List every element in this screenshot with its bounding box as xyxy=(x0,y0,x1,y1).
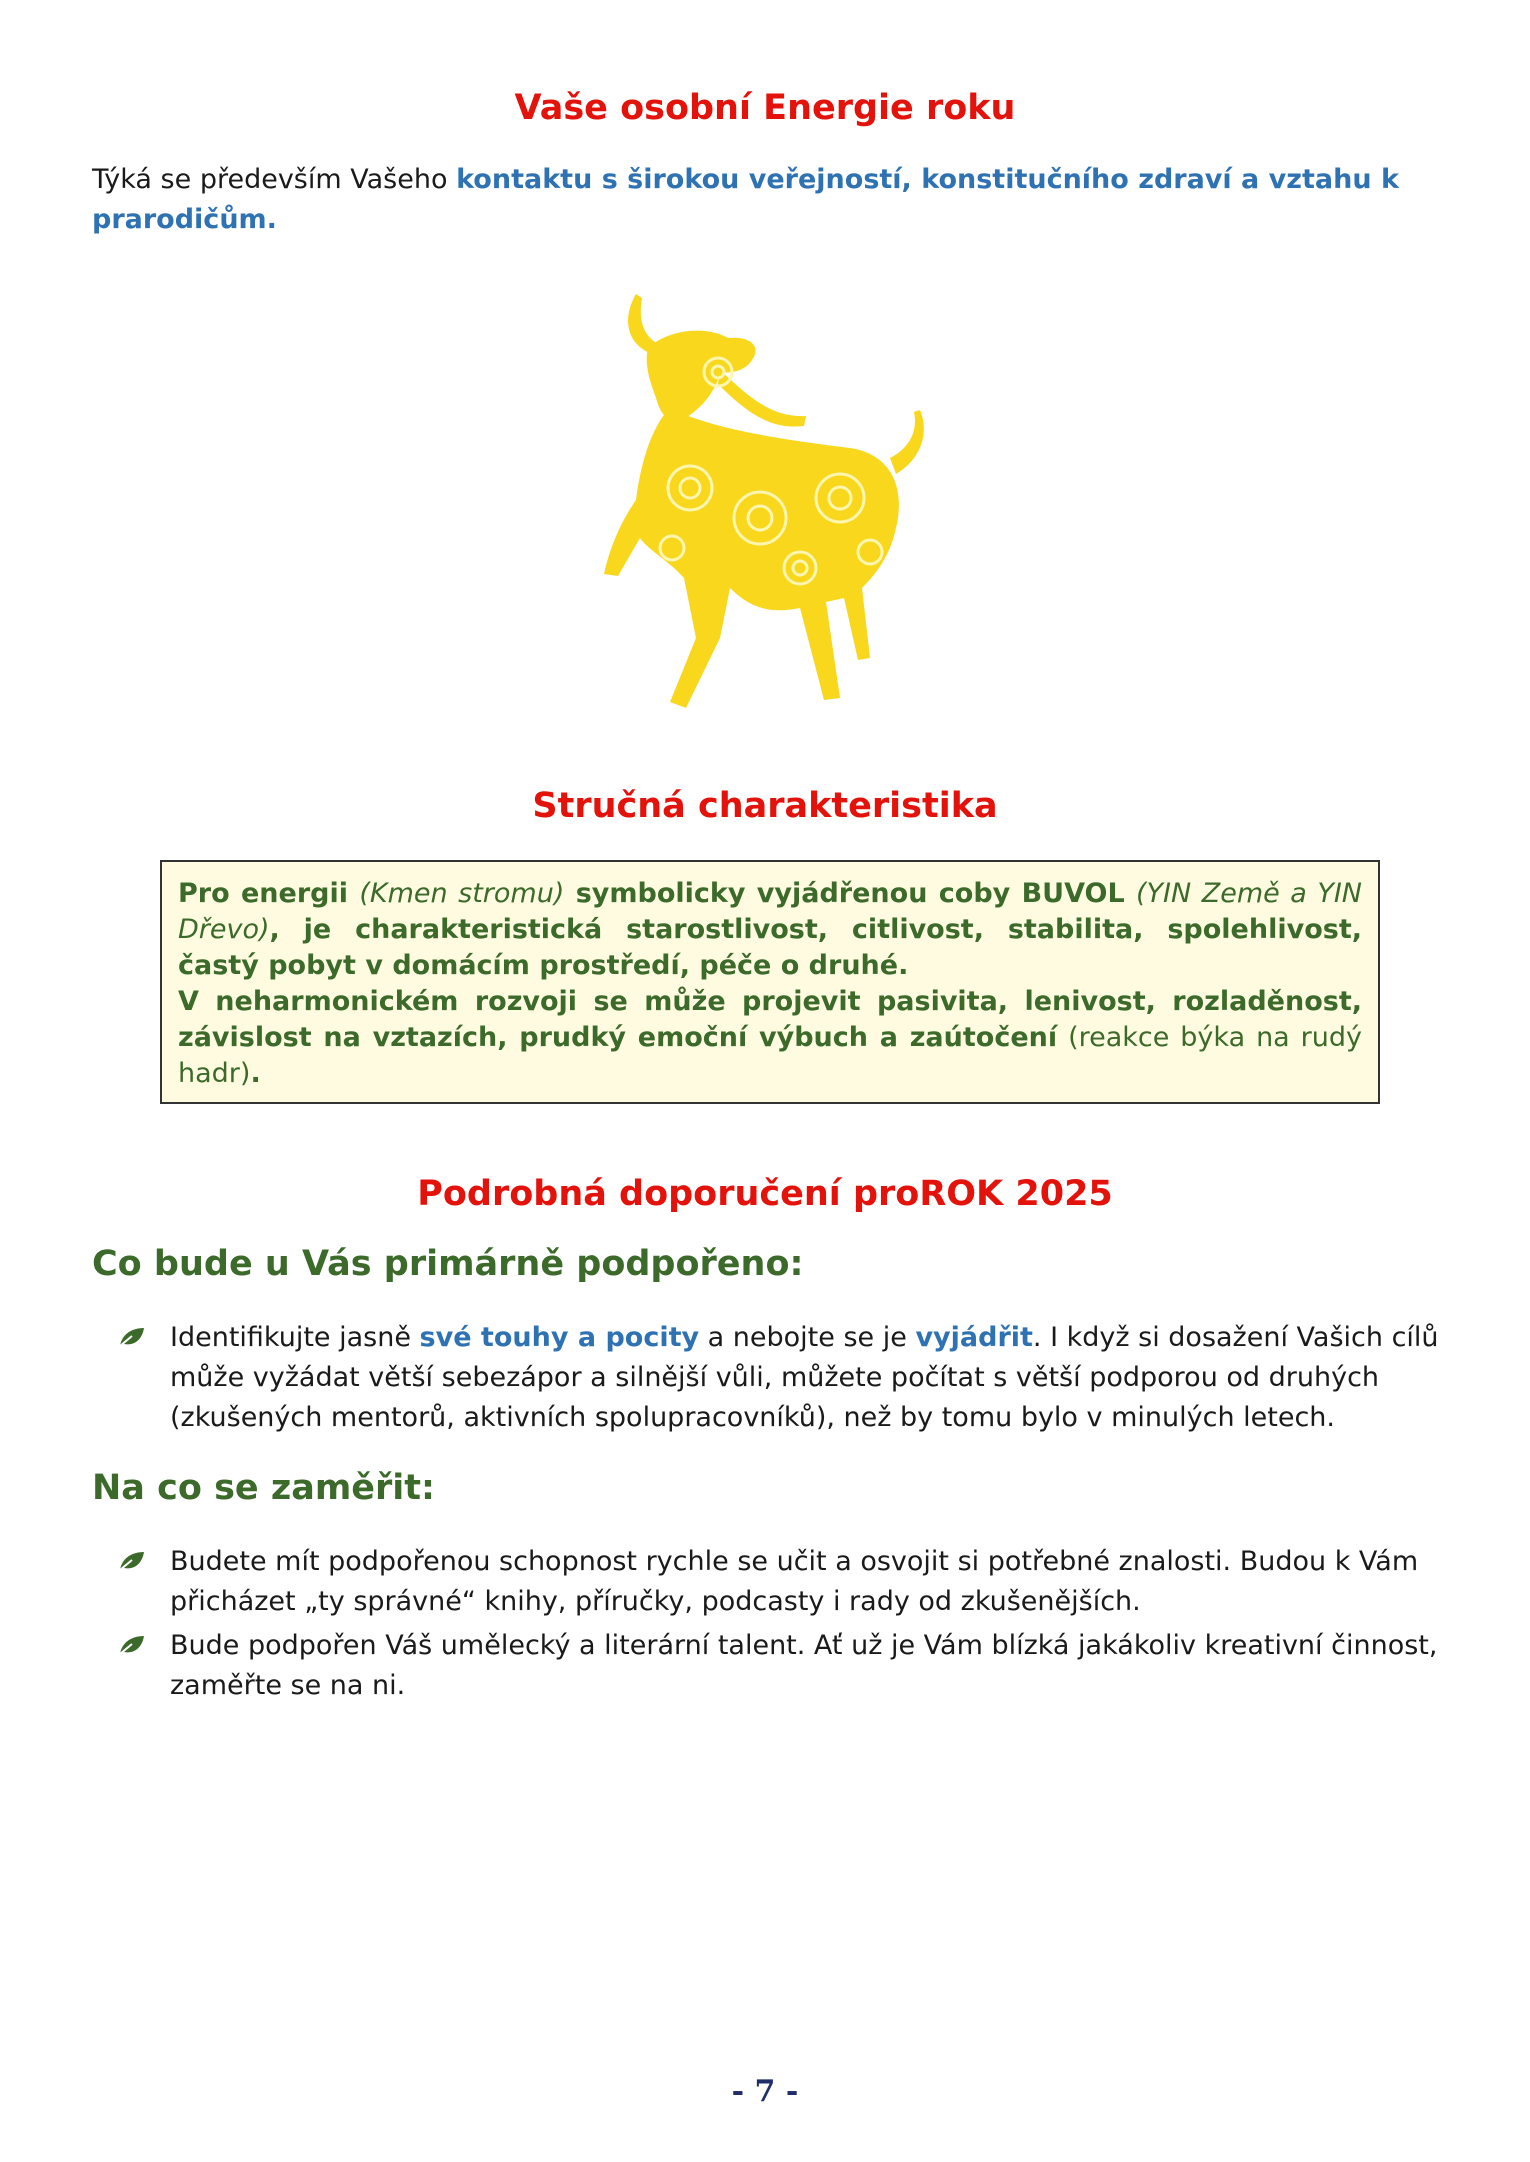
list-highlight: vyjádřit xyxy=(915,1322,1033,1353)
leaf-bullet-icon xyxy=(118,1634,146,1656)
characteristics-text: . xyxy=(250,1058,261,1089)
list-text: Budete mít podpořenou schopnost rychle se učit a osvojit si potřebné znalosti. Budou k Vám přicházet „ty správné“ knihy, příručky, podcasty i rady od zkušenějších. xyxy=(170,1546,1419,1617)
characteristics-italic: (YIN Země a YIN Dřevo) xyxy=(178,878,1362,945)
leaf-bullet-icon xyxy=(118,1326,146,1348)
heading-recommendations: Podrobná doporučení proROK 2025 xyxy=(417,1174,1113,1214)
list-item xyxy=(110,1542,1440,1622)
ox-silhouette-icon xyxy=(600,288,940,720)
list-highlight: své touhy a pocity xyxy=(419,1322,700,1353)
characteristics-box xyxy=(160,860,1380,1104)
characteristics-paragraph-2 xyxy=(178,984,1362,1092)
list-text: Bude podpořen Váš umělecký a literární talent. Ať už je Vám blízká jakákoliv kreativní činnost, zaměřte se na ni. xyxy=(170,1630,1438,1701)
list-text: a nebojte se je xyxy=(699,1322,916,1353)
intro-highlight: kontaktu s širokou veřejností, konstitučního zdraví a vztahu k prarodičům. xyxy=(92,164,1399,235)
characteristics-note: (reakce býka na rudý hadr) xyxy=(178,1022,1362,1089)
list-item xyxy=(110,1318,1440,1438)
characteristics-paragraph-1 xyxy=(178,876,1362,984)
heading-characteristics: Stručná charakteristika xyxy=(532,786,998,826)
intro-paragraph xyxy=(92,160,1442,240)
list-text: . I když si dosažení Vašich cílů může vyžádat větší sebezápor a silnější vůli, můžete počítat s větší podporou od druhých (zkušených mentorů, aktivních spolupracovníků), než by tomu bylo v minulých letech. xyxy=(170,1322,1439,1433)
supported-list xyxy=(110,1318,1440,1442)
characteristics-text: , je charakteristická starostlivost, citlivost, stabilita, spolehlivost, častý pobyt v domácím prostředí, péče o druhé. xyxy=(178,914,1362,981)
characteristics-text: Pro energii xyxy=(178,878,360,909)
list-text: Identifikujte jasně xyxy=(170,1322,420,1353)
list-item xyxy=(110,1626,1440,1706)
heading-supported: Co bude u Vás primárně podpořeno: xyxy=(92,1244,804,1284)
page-number: - 7 - xyxy=(731,2074,799,2109)
characteristics-italic: (Kmen stromu) xyxy=(359,878,565,909)
characteristics-text: symbolicky vyjádřenou coby BUVOL xyxy=(564,878,1137,909)
heading-focus: Na co se zaměřit: xyxy=(92,1468,436,1508)
leaf-bullet-icon xyxy=(118,1550,146,1572)
characteristics-text: V neharmonickém rozvoji se může projevit pasivita, lenivost, rozladěnost, závislost na vztazích, prudký emoční výbuch a zaútočení xyxy=(178,986,1362,1053)
heading-energy-of-year: Vaše osobní Energie roku xyxy=(514,88,1016,128)
intro-prefix: Týká se především Vašeho xyxy=(92,164,457,195)
focus-list xyxy=(110,1542,1440,1710)
